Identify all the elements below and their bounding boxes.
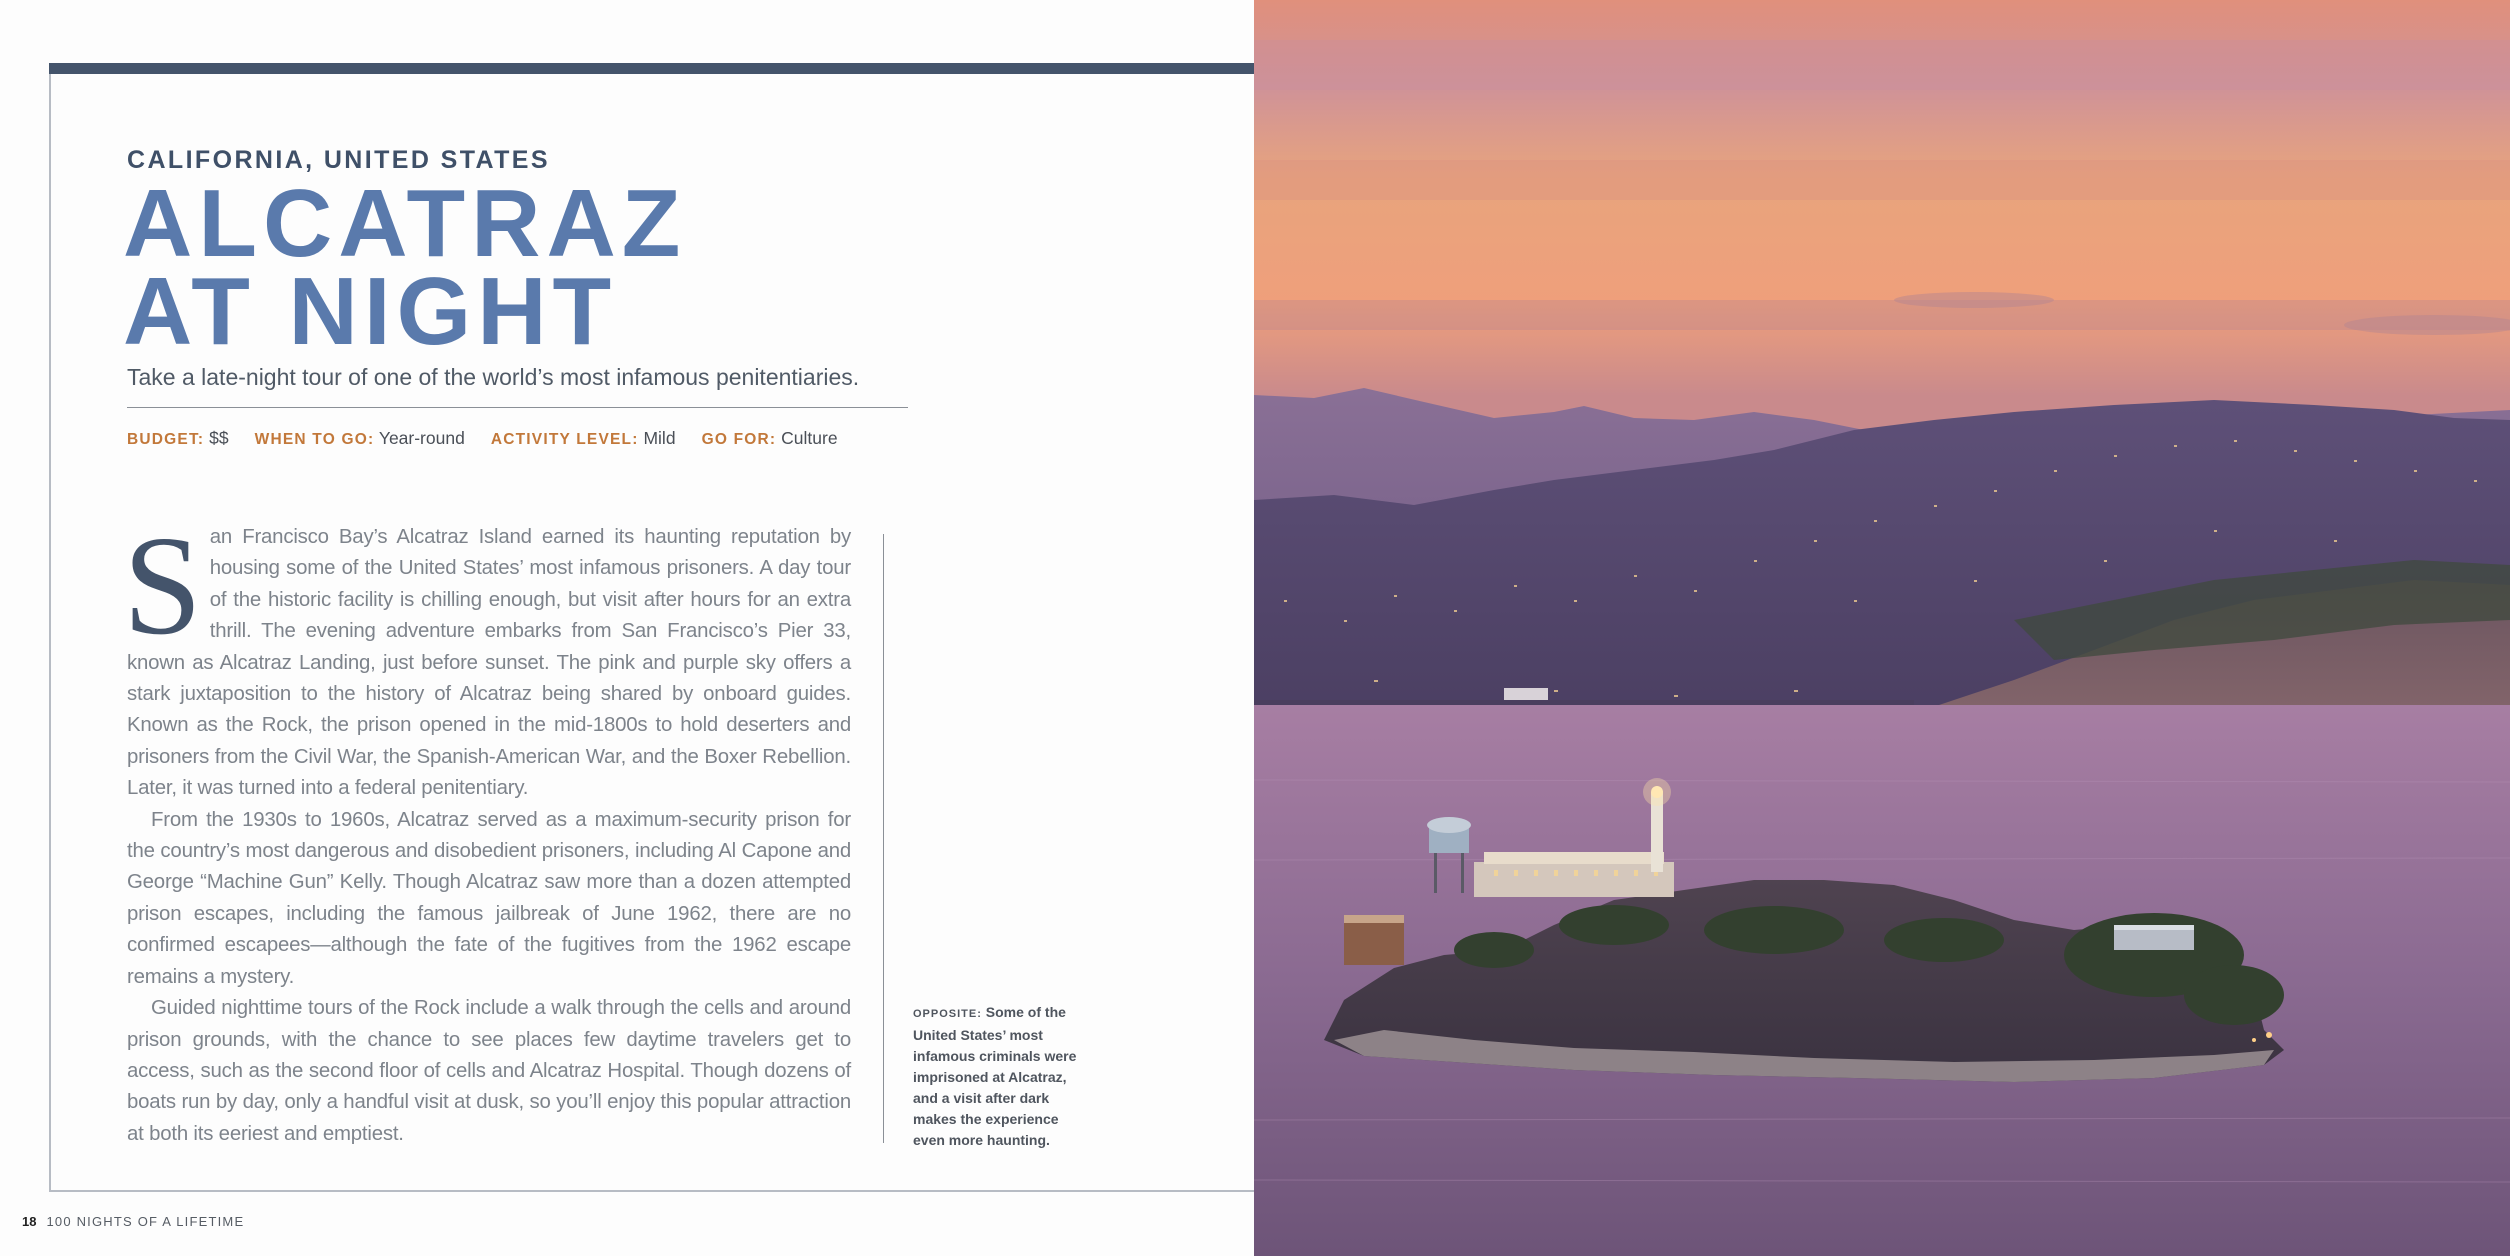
- caption-text: Some of the United States’ most infamous criminals were imprisoned at Alcatraz, and a visit after dark makes the experience even more haunting.: [913, 1004, 1077, 1148]
- subtitle: Take a late-night tour of one of the world’s most infamous penitentiaries.: [127, 364, 860, 390]
- fact-key: BUDGET:: [127, 431, 205, 448]
- subtitle-rule: [127, 407, 908, 408]
- top-rule: [49, 63, 1254, 74]
- alcatraz-photo-illustration: [1254, 0, 2510, 1256]
- folio: [22, 1214, 244, 1229]
- article-body: [123, 506, 851, 1150]
- left-page: [0, 0, 1254, 1256]
- book-title: 100 NIGHTS OF A LIFETIME: [46, 1214, 245, 1229]
- title-line-2: AT NIGHT: [123, 258, 618, 365]
- paragraph-2: From the 1930s to 1960s, Alcatraz served as a maximum-security prison for the country’s most dangerous and disobedient prisoners, including Al Capone and George “Machine Gun” Kelly. Though Alcatraz saw more than a dozen attempted prison escapes, including the famous jailbreak of June 1962, there are no confirmed escapees—although the fate of the fugitives from the 1962 escape remains a mystery.: [127, 808, 851, 988]
- fact-when-to-go: [255, 428, 465, 449]
- paragraph-1-text: an Francisco Bay’s Alcatraz Island earned its haunting reputation by housing some of the United States’ most infamous prisoners. A day tour of the historic facility is chilling enough, but visit after hours for an extra thrill. The evening adventure embarks from San Francisco’s Pier 33, known as Alcatraz Landing, just before sunset. The pink and purple sky offers a stark juxtaposition to the history of Alcatraz being shared by onboard guides. Known as the Rock, the prison opened in the mid-1800s to hold deserters and prisoners from the Civil War, the Spanish-American War, and the Boxer Rebellion. Later, it was turned into a federal penitentiary.: [127, 526, 851, 800]
- facts-bar: [127, 428, 838, 449]
- fact-key: ACTIVITY LEVEL:: [490, 431, 639, 448]
- fact-budget: [127, 428, 229, 449]
- alcatraz-photo: [1254, 0, 2510, 1256]
- location-kicker: CALIFORNIA, UNITED STATES: [127, 146, 550, 174]
- page-title: [123, 170, 687, 365]
- fact-value: Mild: [643, 428, 676, 448]
- drop-cap: S: [123, 506, 202, 664]
- paragraph-1: [123, 506, 851, 805]
- page-number: 18: [22, 1214, 37, 1229]
- paragraph-3: Guided nighttime tours of the Rock include a walk through the cells and around prison grounds, with the chance to see places few daytime travelers get to access, such as the second floor of cells and Alcatraz Hospital. Though dozens of boats run by day, only a handful visit at dusk, so you’ll enjoy this popular attraction at both its eeriest and emptiest.: [127, 997, 851, 1145]
- fact-key: WHEN TO GO:: [254, 431, 375, 448]
- fact-value: Culture: [781, 428, 838, 448]
- fact-value: Year-round: [378, 428, 465, 448]
- photo-caption: [913, 1002, 1091, 1151]
- caption-key: OPPOSITE:: [913, 1008, 982, 1020]
- fact-key: GO FOR:: [701, 431, 777, 448]
- title-line-1: ALCATRAZ: [123, 170, 687, 277]
- fact-go-for: [702, 428, 838, 449]
- column-rule: [883, 534, 884, 1143]
- fact-activity-level: [491, 428, 676, 449]
- fact-value: $$: [209, 428, 229, 448]
